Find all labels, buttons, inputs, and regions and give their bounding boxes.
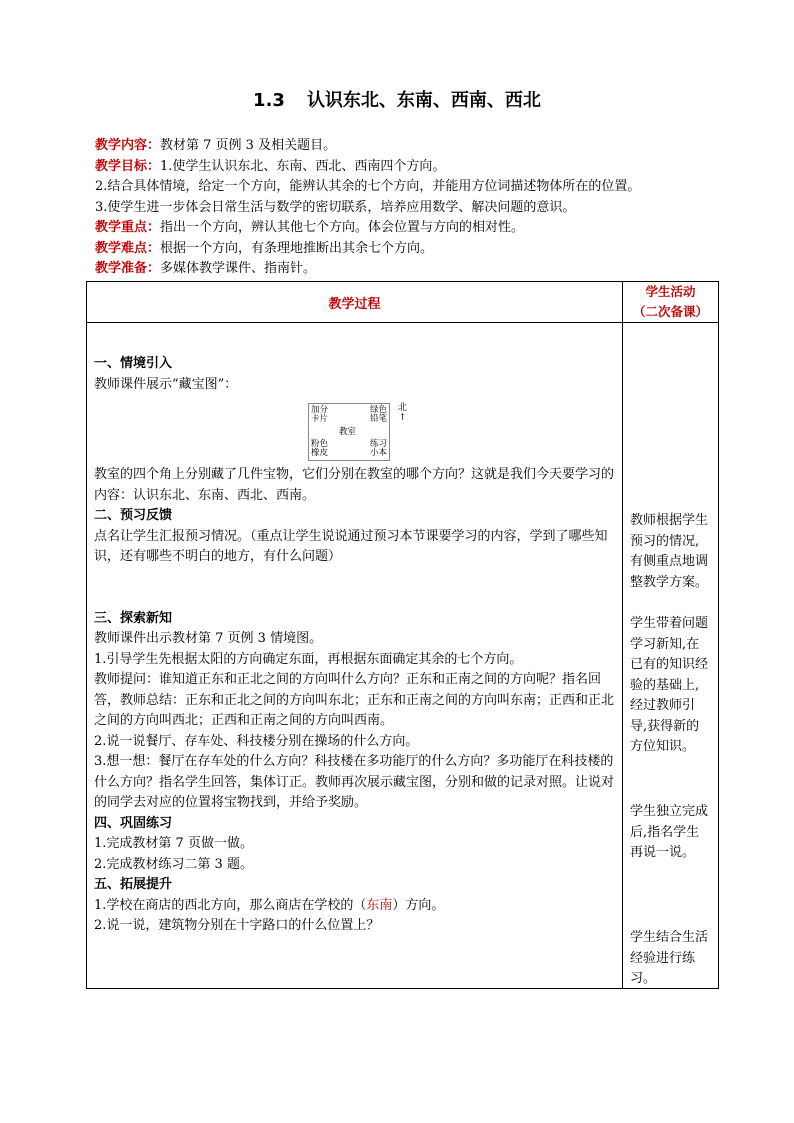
goal-1: 1.使学生认识东北、东南、西北、西南四个方向。 (160, 158, 446, 174)
activity-4: 学生结合生活经验进行练习。 (630, 930, 709, 986)
difficult-label: 教学难点： (95, 240, 161, 256)
section-4-title: 四、巩固练习 (94, 815, 173, 831)
content-text: 教材第 7 页例 3 及相关题目。 (160, 138, 337, 153)
treasure-map (308, 403, 408, 459)
activity-1: 教师根据学生预习的情况,有侧重点地调整教学方案。 (630, 513, 709, 590)
difficult-text: 根据一个方向，有条理地推断出其余七个方向。 (160, 240, 434, 256)
section-3-title: 三、探索新知 (94, 610, 173, 626)
section-5-para-1-a: 1.学校在商店的西北方向，那么商店在学校的（ (94, 897, 367, 913)
goals-label: 教学目标： (95, 158, 161, 174)
section-2-title: 二、预习反馈 (94, 508, 173, 523)
lesson-header (95, 136, 735, 280)
goals-line (95, 157, 735, 178)
section-5-para-2: 2.说一说，建筑物分别在十字路口的什么位置上？ (94, 918, 380, 933)
key-label: 教学重点： (95, 220, 161, 235)
section-1-title: 一、情境引入 (94, 356, 173, 371)
bottom-left-item: 粉色 橡皮 (311, 439, 329, 458)
activity-header (623, 282, 719, 323)
section-3-para-2: 1.引导学生先根据太阳的方向确定东面，再根据东面确定其余的七个方向。 (94, 651, 523, 667)
goal-2: 2.结合具体情境，给定一个方向，能辨认其余的七个方向，并能用方位词描述物体所在的位置。 (95, 179, 641, 194)
activity-2: 学生带着问题学习新知,在已有的知识经验的基础上,经过教师引导,获得新的方位知识。 (630, 616, 709, 754)
section-1-para-2: 教室的四个角上分别藏了几件宝物，它们分别在教室的哪个方向？这就是我们今天要学习的内容：认识东北、东南、西北、西南。 (94, 467, 615, 503)
section-3-para-4: 2.说一说餐厅、存车处、科技楼分别在操场的什么方向。 (94, 733, 419, 749)
classroom-label: 教室 (339, 427, 357, 437)
spacer (94, 568, 622, 609)
bottom-right-item: 练习 小本 (369, 439, 387, 458)
section-3-para-1: 教师课件出示教材第 7 页例 3 情境图。 (94, 631, 323, 646)
section-2-para-1: 点名让学生汇报预习情况。（重点让学生说说通过预习本节课要学习的内容，学到了哪些知识，还有哪些不明白的地方，有什么问题） (94, 528, 608, 564)
process-content (94, 354, 622, 937)
difficult-line (95, 239, 735, 260)
classroom-box (308, 403, 390, 461)
north-arrow-icon: ↑ (398, 413, 407, 423)
prep-text: 多媒体教学课件、指南针。 (160, 261, 317, 276)
process-header: 教学过程 (87, 282, 623, 323)
section-5-title: 五、拓展提升 (94, 877, 173, 892)
prep-line (95, 259, 735, 280)
activity-header-line2: （二次备课） (632, 304, 708, 319)
north-label: 北 (398, 403, 408, 413)
north-indicator (398, 403, 407, 423)
section-4-para-2: 2.完成教材练习二第 3 题。 (94, 856, 253, 872)
content-label: 教学内容： (95, 138, 161, 153)
activity-3: 学生独立完成后,指名学生再说一说。 (630, 804, 709, 860)
section-1-para-1: 教师课件展示“藏宝图”： (94, 376, 238, 392)
top-right-item: 绿色 铅笔 (369, 405, 387, 424)
activity-header-line1: 学生活动 (645, 284, 696, 299)
section-5-para-1 (94, 896, 622, 917)
lesson-number: 1.3 (253, 90, 285, 111)
section-3-para-3: 教师提问：谁知道正东和正北之间的方向叫什么方向？正东和正南之间的方向呢？指名回答，教师总结：正东和正北之间的方向叫东北；正东和正南之间的方向叫东南；正西和正北之间的方向叫西北；正西和正南之间的方向叫西南。 (94, 672, 615, 728)
section-5-answer: 东南 (366, 897, 393, 913)
section-3-para-5: 3.想一想：餐厅在存车处的什么方向？科技楼在多功能厅的什么方向？多功能厅在科技楼的什么方向？指名学生回答，集体订正。教师再次展示藏宝图，分别和做的记录对照。让说对的同学去对应的位置将宝物找到，并给予奖励。 (94, 754, 615, 810)
prep-label: 教学准备： (95, 261, 161, 276)
key-text: 指出一个方向，辨认其他七个方向。体会位置与方向的相对性。 (160, 220, 525, 235)
section-4-para-1: 1.完成教材第 7 页做一做。 (94, 836, 253, 851)
key-line (95, 218, 735, 239)
page-title (0, 86, 794, 112)
top-left-item: 加分 卡片 (311, 405, 329, 424)
section-5-para-1-b: ）方向。 (392, 897, 445, 913)
lesson-title: 认识东北、东南、西南、西北 (306, 90, 541, 111)
content-line (95, 136, 735, 157)
goal-3: 3.使学生进一步体会日常生活与数学的密切联系，培养应用数学、解决问题的意识。 (95, 199, 576, 215)
